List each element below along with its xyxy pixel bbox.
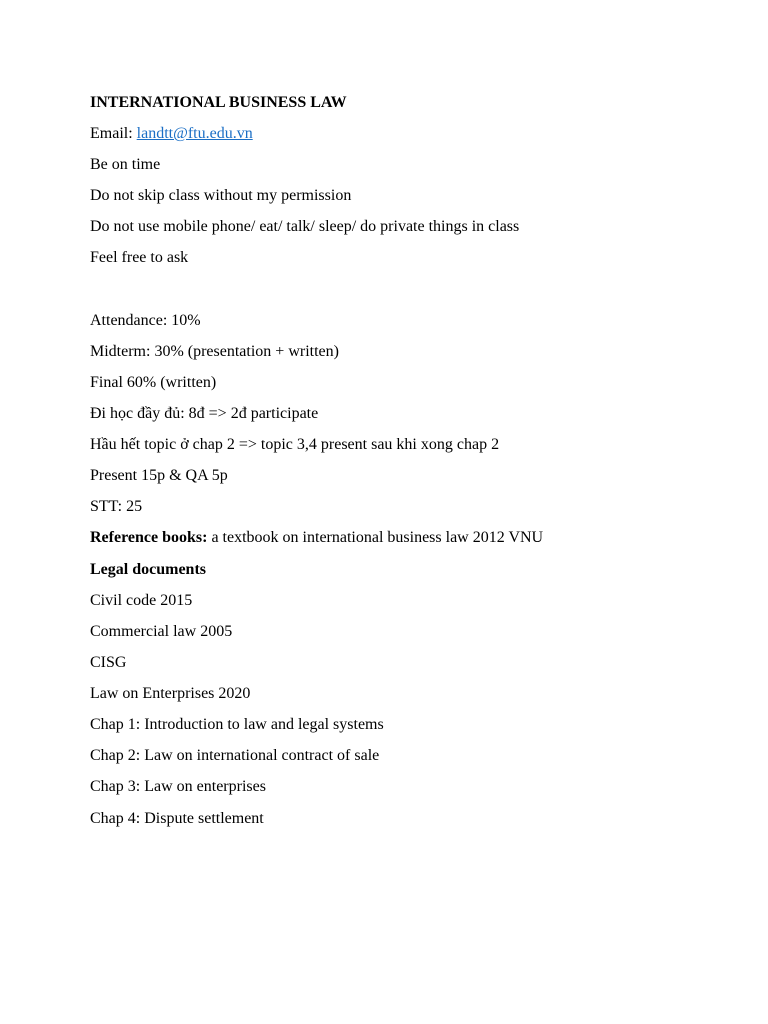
email-line [90,124,253,144]
email-link[interactable]: landtt@ftu.edu.vn [136,125,253,142]
rule-item: Feel free to ask [90,249,189,266]
email-label: Email: [90,125,137,142]
reference-text: a textbook on international business law 2012 VNU [207,529,544,546]
document-title: INTERNATIONAL BUSINESS LAW [90,94,347,111]
grading-item: STT: 25 [90,498,143,515]
chapter-item: Chap 2: Law on international contract of sale [90,747,380,764]
grading-item: Final 60% (written) [90,374,217,391]
reference-label: Reference books: [90,529,208,546]
reference-line [90,528,543,548]
rule-item: Do not skip class without my permission [90,187,352,204]
grading-item: Đi học đầy đủ: 8đ => 2đ participate [90,405,319,422]
legal-document-item: CISG [90,654,127,671]
legal-document-item: Law on Enterprises 2020 [90,685,251,702]
legal-document-item: Civil code 2015 [90,592,193,609]
legal-documents-heading: Legal documents [90,561,206,578]
rule-item: Do not use mobile phone/ eat/ talk/ sleep/ do private things in class [90,218,520,235]
rule-item: Be on time [90,156,161,173]
chapter-item: Chap 1: Introduction to law and legal systems [90,716,384,733]
chapter-item: Chap 3: Law on enterprises [90,778,266,795]
grading-item: Midterm: 30% (presentation + written) [90,343,339,360]
legal-document-item: Commercial law 2005 [90,623,233,640]
chapter-item: Chap 4: Dispute settlement [90,810,264,827]
grading-item: Present 15p & QA 5p [90,467,228,484]
grading-item: Hầu hết topic ở chap 2 => topic 3,4 present sau khi xong chap 2 [90,436,500,453]
grading-item: Attendance: 10% [90,312,201,329]
